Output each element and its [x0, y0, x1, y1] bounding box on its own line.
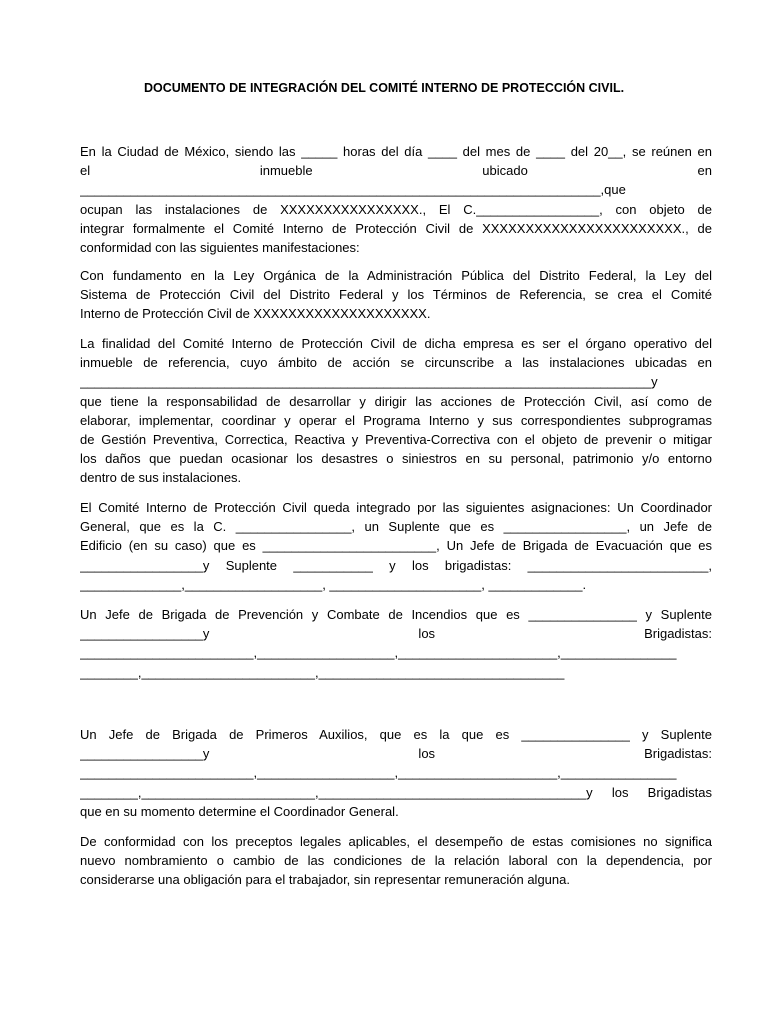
text-line: _______________________________________________________________________________y: [80, 374, 658, 390]
text-line: _________________y los Brigadistas:: [80, 626, 712, 642]
paragraph-meeting-intro: [80, 142, 712, 257]
text-line: ______________,___________________, _____________________, _____________.: [80, 576, 587, 592]
text-line: que tiene la responsabilidad de desarrollar y dirigir las acciones de Protección Civil, así como de: [80, 393, 712, 409]
text-line: Sistema de Protección Civil del Distrito Federal y los Términos de Referencia, se crea el Comité: [80, 287, 712, 303]
text-line: de Gestión Preventiva, Correctica, Reactiva y Preventiva-Correctiva con el objeto de prevenir o mitigar: [80, 432, 712, 448]
text-line: Con fundamento en la Ley Orgánica de la Administración Pública del Distrito Federal, la Ley del: [80, 268, 712, 283]
text-line: dentro de sus instalaciones.: [80, 470, 242, 486]
paragraph-committee-members: [80, 498, 712, 594]
text-line: General, que es la C. ________________, un Suplente que es _________________, un Jefe de: [80, 519, 712, 535]
text-line: integrar formalmente el Comité Interno de Protección Civil de XXXXXXXXXXXXXXXXXXXXXXX., de: [80, 220, 712, 236]
text-line: los daños que puedan ocasionar los desastres o siniestros en su personal, patrimonio y/o entorno: [80, 451, 712, 467]
text-line: De conformidad con los preceptos legales aplicables, el desempeño de estas comisiones no significa: [80, 834, 712, 849]
paragraph-legal-basis: [80, 266, 712, 324]
text-line: En la Ciudad de México, siendo las _____ horas del día ____ del mes de ____ del 20__, se reúnen en: [80, 144, 712, 159]
text-line: Interno de Protección Civil de XXXXXXXXXXXXXXXXXXXX.: [80, 306, 431, 322]
paragraph-legal-disclaimer: [80, 832, 712, 890]
text-line: ________________________________________________________________________,que: [80, 182, 626, 198]
text-line: conformidad con las siguientes manifestaciones:: [80, 240, 360, 256]
text-line: Edificio (en su caso) que es ________________________, Un Jefe de Brigada de Evacuación que es: [80, 538, 712, 554]
text-line: Un Jefe de Brigada de Prevención y Combate de Incendios que es _______________ y Suplente: [80, 607, 712, 622]
text-line: _________________y los Brigadistas:: [80, 746, 712, 762]
text-line: considerarse una obligación para el trabajador, sin representar remuneración alguna.: [80, 872, 570, 888]
text-line: elaborar, implementar, coordinar y operar el Programa Interno y sus correspondientes subprogramas: [80, 412, 712, 428]
text-line: La finalidad del Comité Interno de Protección Civil de dicha empresa es ser el órgano operativo del: [80, 336, 712, 351]
text-line: El Comité Interno de Protección Civil queda integrado por las siguientes asignaciones: Un Coordinador: [80, 500, 712, 515]
paragraph-committee-purpose: [80, 334, 712, 488]
text-line: ________________________,___________________,______________________,________________: [80, 765, 677, 781]
text-line: el inmueble ubicado en: [80, 163, 712, 179]
text-line: ocupan las instalaciones de XXXXXXXXXXXXXXXX., El C._________________, con objeto de: [80, 201, 712, 217]
text-line: ________________________,___________________,______________________,________________: [80, 645, 677, 661]
paragraph-fire-brigade: [80, 605, 712, 682]
text-line: inmueble de referencia, cuyo ámbito de acción se circunscribe a las instalaciones ubicadas en: [80, 355, 712, 371]
document-title: DOCUMENTO DE INTEGRACIÓN DEL COMITÉ INTERNO DE PROTECCIÓN CIVIL.: [143, 81, 625, 95]
text-line: que en su momento determine el Coordinador General.: [80, 803, 399, 819]
paragraph-first-aid-brigade: [80, 725, 712, 821]
text-line: _________________y Suplente ___________ y los brigadistas: _________________________,: [80, 557, 712, 573]
text-line: nuevo nombramiento o cambio de las condiciones de la relación laboral con la dependencia, por: [80, 853, 712, 869]
text-line: ________,________________________,_____________________________________y los Brigadistas: [80, 784, 712, 800]
text-line: ________,________________________,__________________________________: [80, 664, 565, 680]
text-line: Un Jefe de Brigada de Primeros Auxilios, que es la que es _______________ y Suplente: [80, 727, 712, 742]
